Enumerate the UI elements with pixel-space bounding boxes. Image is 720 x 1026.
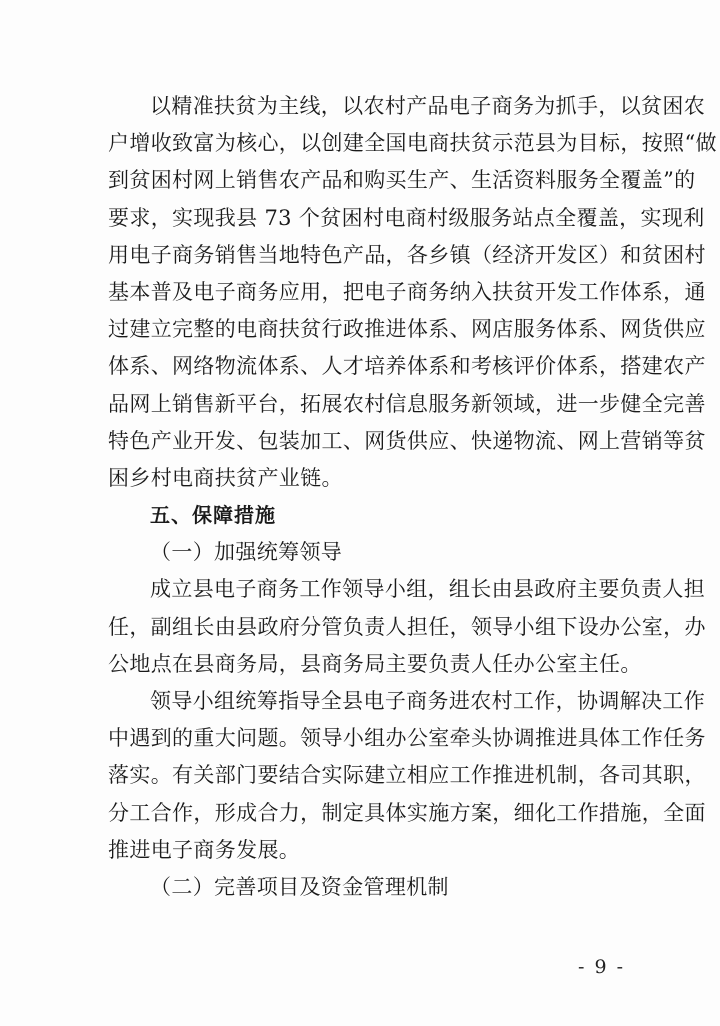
document-body — [108, 88, 717, 906]
paragraph-line: 基本普及电子商务应用，把电子商务纳入扶贫开发工作体系，通 — [108, 279, 706, 304]
section-heading: 五、保障措施 — [150, 503, 276, 528]
paragraph-line: 体系、网络物流体系、人才培养体系和考核评价体系，搭建农产 — [108, 354, 706, 379]
paragraph-line: 落实。有关部门要结合实际建立相应工作推进机制，各司其职， — [108, 763, 706, 788]
paragraph-line: 中遇到的重大问题。领导小组办公室牵头协调推进具体工作任务 — [108, 726, 706, 751]
paragraph-line: 过建立完整的电商扶贫行政推进体系、网店服务体系、网货供应 — [108, 317, 706, 342]
paragraph-line: 领导小组统筹指导全县电子商务进农村工作，协调解决工作 — [150, 689, 706, 713]
paragraph-line: 成立县电子商务工作领导小组，组长由县政府主要负责人担 — [150, 577, 706, 602]
paragraph-line: 公地点在县商务局，县商务局主要负责人任办公室主任。 — [108, 651, 642, 676]
paragraph-line: 以精准扶贫为主线，以农村产品电子商务为抓手，以贫困农 — [150, 94, 706, 118]
paragraph-line: 要求，实现我县 73 个贫困村电商村级服务站点全覆盖，实现利 — [108, 205, 705, 230]
paragraph-line: 分工合作，形成合力，制定具体实施方案，细化工作措施，全面 — [108, 800, 706, 825]
subsection-heading: （一）加强统筹领导 — [150, 540, 343, 565]
paragraph-line: 用电子商务销售当地特色产品，各乡镇（经济开发区）和贫困村 — [108, 242, 706, 267]
paragraph-line: 户增收致富为核心，以创建全国电商扶贫示范县为目标，按照“做 — [108, 131, 717, 156]
paragraph-line: 任，副组长由县政府分管负责人担任，领导小组下设办公室，办 — [108, 614, 706, 639]
page-number: - 9 - — [578, 956, 626, 978]
paragraph-line: 品网上销售新平台，拓展农村信息服务新领域，进一步健全完善 — [108, 391, 706, 416]
paragraph-line: 到贫困村网上销售农产品和购买生产、生活资料服务全覆盖”的 — [108, 168, 696, 193]
paragraph-line: 推进电子商务发展。 — [108, 837, 301, 862]
paragraph-line: 困乡村电商扶贫产业链。 — [108, 465, 343, 490]
subsection-heading: （二）完善项目及资金管理机制 — [150, 874, 449, 899]
paragraph-line: 特色产业开发、包装加工、网货供应、快递物流、网上营销等贫 — [108, 428, 706, 453]
